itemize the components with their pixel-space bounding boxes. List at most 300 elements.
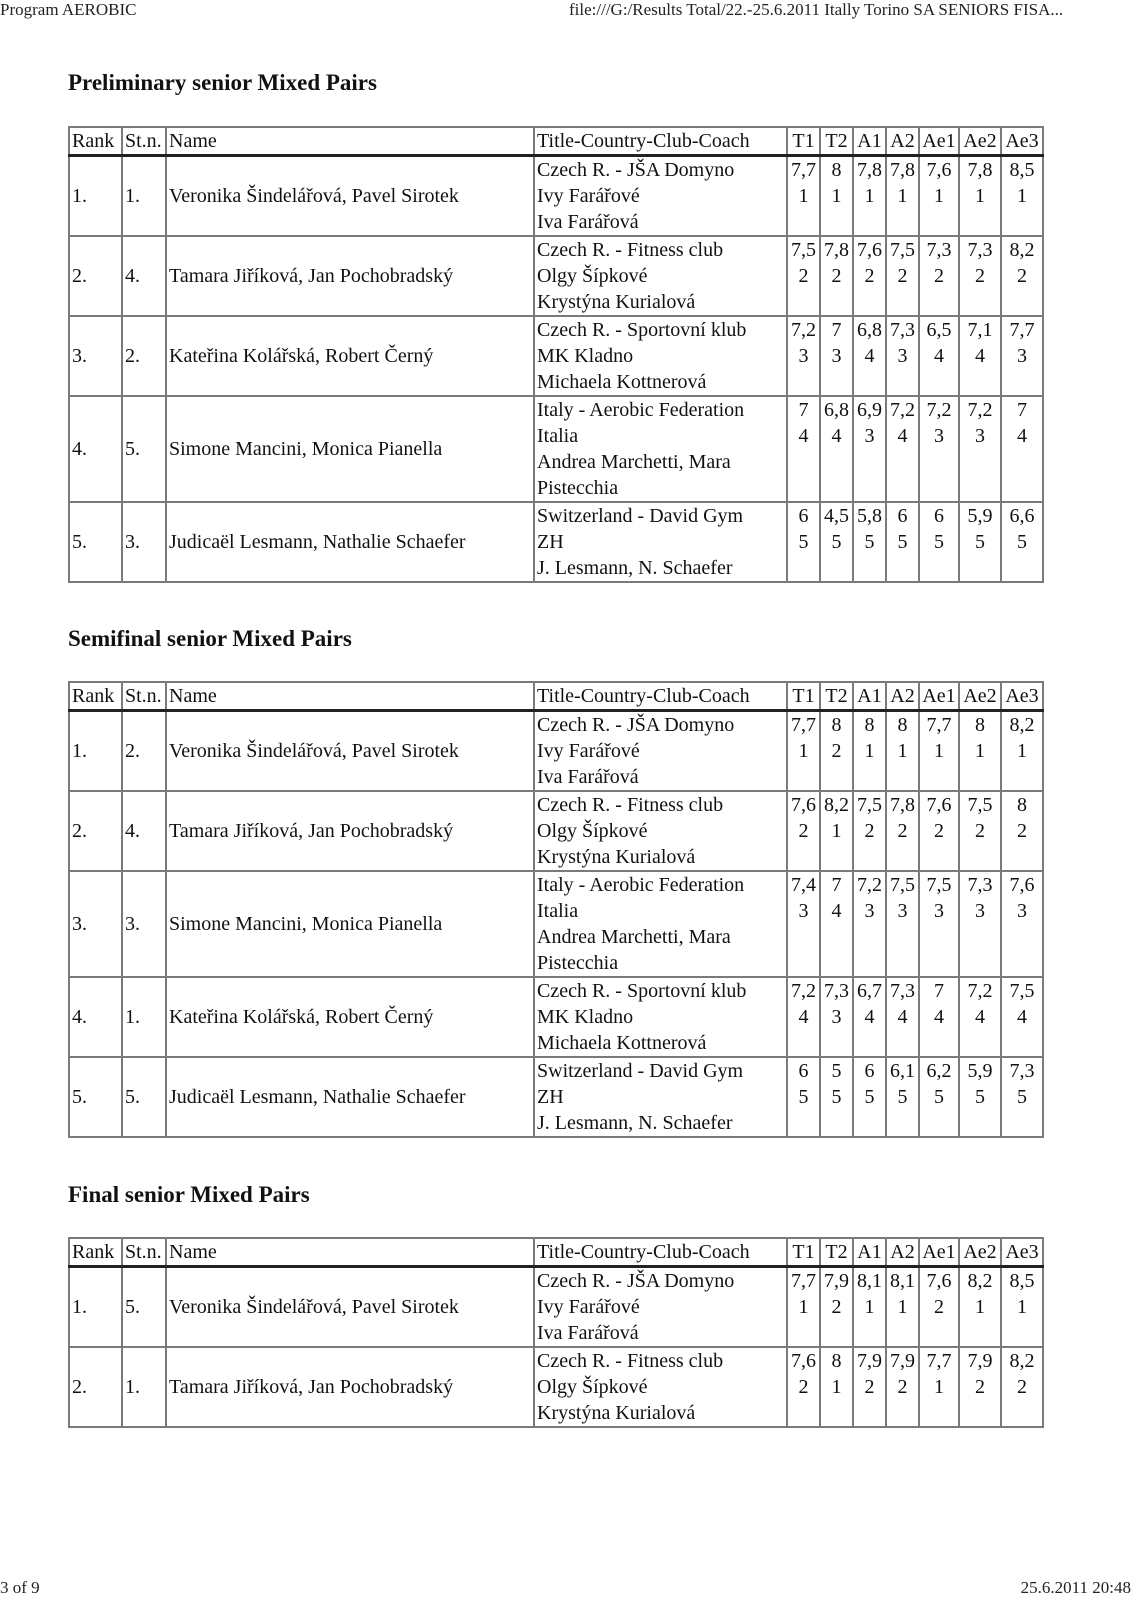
score-cell-ae2 [959,396,1001,502]
rank-cell: 1. [69,156,122,237]
start-number-cell: 1. [122,1347,166,1427]
coach-cell [534,1057,787,1137]
column-header-t1: T1 [787,1238,820,1267]
score-value: 7,7 [926,1350,952,1372]
coach-line: ZH [537,1086,564,1108]
coach-line: Switzerland - David Gym [537,1060,744,1082]
score-value: 7,8 [824,239,849,261]
rank-cell: 4. [69,977,122,1057]
score-value: 4,5 [824,505,849,527]
score-value: 6,1 [890,1060,915,1082]
score-value: 5 [831,1060,842,1082]
score-cell-t2 [820,156,853,237]
coach-line: Czech R. - Fitness club [537,239,724,261]
column-header-ae3: Ae3 [1001,127,1043,156]
coach-line: Czech R. - Fitness club [537,794,724,816]
score-placement: 2 [897,265,908,287]
coach-cell [534,502,787,582]
score-value: 7,5 [791,239,816,261]
score-cell-a2 [886,1057,919,1137]
score-placement: 5 [864,531,875,553]
score-placement: 3 [934,425,944,447]
score-placement: 1 [798,740,809,762]
score-value: 8,2 [1009,1350,1035,1372]
start-number-cell: 1. [122,977,166,1057]
score-placement: 4 [934,345,944,367]
table-row [69,711,1043,792]
column-header-ae1: Ae1 [919,1238,959,1267]
score-placement: 4 [864,345,875,367]
coach-line: Czech R. - JŠA Domyno [537,159,735,181]
coach-cell [534,711,787,792]
rank-cell: 5. [69,502,122,582]
rank-cell: 2. [69,1347,122,1427]
score-cell-t2 [820,711,853,792]
score-cell-ae3 [1001,316,1043,396]
score-value: 7,2 [791,980,816,1002]
table-row [69,1057,1043,1137]
score-value: 7,7 [791,714,816,736]
score-cell-ae2 [959,1347,1001,1427]
score-value: 7,6 [926,159,952,181]
score-placement: 2 [798,1376,809,1398]
score-placement: 1 [831,820,842,842]
score-value: 7,5 [967,794,993,816]
section-title-preliminary: Preliminary senior Mixed Pairs [68,70,377,95]
score-cell-a2 [886,156,919,237]
column-header-a2: A2 [886,1238,919,1267]
score-cell-t2 [820,396,853,502]
score-cell-ae3 [1001,396,1043,502]
column-header-start-number: St.n. [122,682,166,711]
score-value: 8 [975,714,985,736]
score-cell-ae2 [959,711,1001,792]
score-value: 7 [831,319,842,341]
coach-line: Ivy Farářové [537,1296,640,1318]
score-placement: 5 [798,531,809,553]
score-value: 8,1 [890,1270,915,1292]
score-cell-t1 [787,396,820,502]
score-placement: 2 [864,265,875,287]
coach-line: Michaela Kottnerová [537,371,707,393]
score-placement: 2 [934,265,944,287]
score-value: 6 [934,505,944,527]
score-cell-ae3 [1001,1347,1043,1427]
score-value: 8 [864,714,875,736]
score-value: 8,1 [857,1270,882,1292]
score-placement: 3 [897,345,908,367]
name-cell: Tamara Jiříková, Jan Pochobradský [166,791,534,871]
score-placement: 5 [934,1086,944,1108]
score-cell-a1 [853,396,886,502]
score-cell-ae2 [959,791,1001,871]
score-value: 7,2 [890,399,915,421]
score-placement: 2 [831,265,842,287]
score-value: 7,2 [926,399,952,421]
coach-line: Italy - Aerobic Federation [537,874,745,896]
start-number-cell: 2. [122,316,166,396]
table-row [69,1347,1043,1427]
score-cell-t1 [787,156,820,237]
coach-line: Czech R. - Sportovní klub [537,980,747,1002]
score-cell-t1 [787,1267,820,1348]
score-value: 5,9 [967,505,993,527]
score-value: 6,5 [926,319,952,341]
score-cell-ae2 [959,316,1001,396]
file-path: file:///G:/Results Total/22.-25.6.2011 Itally Torino SA SENIORS FISA... [569,0,1064,19]
score-placement: 2 [831,740,842,762]
score-placement: 5 [1017,1086,1027,1108]
score-cell-a2 [886,502,919,582]
score-placement: 3 [831,1006,842,1028]
score-cell-t1 [787,977,820,1057]
print-timestamp: 25.6.2011 20:48 [1020,1578,1131,1597]
score-placement: 4 [897,425,908,447]
score-placement: 3 [798,900,809,922]
score-cell-ae3 [1001,871,1043,977]
score-value: 7,8 [890,159,915,181]
score-value: 7,9 [857,1350,882,1372]
score-value: 7,8 [857,159,882,181]
score-cell-a1 [853,156,886,237]
column-header-name: Name [166,127,534,156]
coach-line: Czech R. - JŠA Domyno [537,714,735,736]
score-placement: 4 [864,1006,875,1028]
start-number-cell: 2. [122,711,166,792]
rank-cell: 1. [69,1267,122,1348]
score-cell-a2 [886,711,919,792]
score-cell-ae2 [959,871,1001,977]
coach-cell [534,316,787,396]
score-cell-ae1 [919,236,959,316]
score-placement: 2 [1017,265,1027,287]
score-cell-ae1 [919,396,959,502]
score-value: 7,3 [967,239,993,261]
score-value: 7,3 [890,980,915,1002]
score-cell-a1 [853,236,886,316]
coach-line: Pistecchia [537,477,619,499]
column-header-title-country-club-coach: Title-Country-Club-Coach [534,1238,787,1267]
name-cell: Judicaël Lesmann, Nathalie Schaefer [166,502,534,582]
score-placement: 1 [798,1296,809,1318]
score-placement: 5 [897,531,908,553]
score-cell-a2 [886,1267,919,1348]
score-value: 6,2 [926,1060,952,1082]
score-value: 6 [798,1060,809,1082]
score-cell-ae3 [1001,156,1043,237]
score-placement: 1 [1017,1296,1027,1318]
score-cell-ae1 [919,871,959,977]
rank-cell: 3. [69,871,122,977]
score-value: 7,8 [967,159,993,181]
score-cell-t2 [820,977,853,1057]
score-value: 8,5 [1009,159,1035,181]
score-value: 8 [1017,794,1027,816]
coach-line: Ivy Farářové [537,185,640,207]
score-cell-a2 [886,396,919,502]
score-value: 8,2 [967,1270,993,1292]
score-placement: 4 [975,1006,985,1028]
score-cell-a1 [853,316,886,396]
name-cell: Simone Mancini, Monica Pianella [166,871,534,977]
score-placement: 5 [798,1086,809,1108]
start-number-cell: 5. [122,396,166,502]
score-value: 7 [1017,399,1027,421]
score-value: 7,6 [791,794,816,816]
score-cell-ae1 [919,156,959,237]
score-cell-t2 [820,1347,853,1427]
score-placement: 3 [831,345,842,367]
column-header-ae1: Ae1 [919,682,959,711]
name-cell: Kateřina Kolářská, Robert Černý [166,977,534,1057]
table-row [69,156,1043,237]
score-cell-a2 [886,871,919,977]
score-value: 7 [831,874,842,896]
score-value: 8 [831,159,842,181]
score-placement: 2 [831,1296,842,1318]
score-cell-ae3 [1001,711,1043,792]
score-value: 7,3 [967,874,993,896]
score-cell-ae3 [1001,1267,1043,1348]
coach-cell [534,1347,787,1427]
rank-cell: 5. [69,1057,122,1137]
score-value: 7,3 [926,239,952,261]
score-cell-t1 [787,236,820,316]
column-header-a2: A2 [886,127,919,156]
score-cell-t2 [820,502,853,582]
start-number-cell: 1. [122,156,166,237]
score-placement: 2 [1017,1376,1027,1398]
score-placement: 5 [897,1086,908,1108]
score-cell-a1 [853,711,886,792]
score-cell-ae3 [1001,502,1043,582]
coach-line: Olgy Šípkové [537,265,648,287]
score-value: 7,6 [926,794,952,816]
score-cell-a1 [853,502,886,582]
score-value: 6,8 [857,319,882,341]
score-cell-t1 [787,871,820,977]
coach-line: ZH [537,531,564,553]
score-placement: 1 [864,740,875,762]
coach-line: Czech R. - Sportovní klub [537,319,747,341]
coach-cell [534,791,787,871]
results-table-preliminary [68,126,1044,583]
score-cell-t1 [787,1347,820,1427]
score-value: 7,5 [1009,980,1035,1002]
score-placement: 1 [864,185,875,207]
score-placement: 5 [975,1086,985,1108]
rank-cell: 4. [69,396,122,502]
coach-line: Czech R. - JŠA Domyno [537,1270,735,1292]
score-cell-ae1 [919,502,959,582]
coach-cell [534,396,787,502]
column-header-a1: A1 [853,682,886,711]
score-value: 6,8 [824,399,849,421]
score-placement: 4 [798,425,809,447]
coach-line: Olgy Šípkové [537,1376,648,1398]
column-header-ae3: Ae3 [1001,682,1043,711]
score-placement: 4 [798,1006,809,1028]
coach-line: Switzerland - David Gym [537,505,744,527]
score-value: 5,9 [967,1060,993,1082]
rank-cell: 2. [69,791,122,871]
coach-line: Krystýna Kurialová [537,291,696,313]
column-header-rank: Rank [69,1238,122,1267]
column-header-start-number: St.n. [122,127,166,156]
score-value: 7,6 [857,239,882,261]
score-placement: 1 [934,740,944,762]
section-title-final: Final senior Mixed Pairs [68,1182,310,1207]
name-cell: Kateřina Kolářská, Robert Černý [166,316,534,396]
table-row [69,236,1043,316]
start-number-cell: 4. [122,791,166,871]
score-placement: 3 [864,425,875,447]
score-cell-ae2 [959,502,1001,582]
score-value: 6 [897,505,908,527]
table-row [69,791,1043,871]
score-placement: 3 [897,900,908,922]
score-value: 7,4 [791,874,816,896]
score-value: 7,7 [791,1270,816,1292]
score-value: 8 [897,714,908,736]
coach-line: MK Kladno [537,345,634,367]
score-value: 6 [798,505,809,527]
score-value: 7,8 [890,794,915,816]
score-value: 8,2 [1009,239,1035,261]
score-value: 8,5 [1009,1270,1035,1292]
rank-cell: 2. [69,236,122,316]
score-value: 7,6 [1009,874,1035,896]
table-header-row [69,127,1043,156]
score-placement: 1 [975,185,985,207]
score-cell-t2 [820,791,853,871]
score-placement: 1 [934,185,944,207]
score-cell-ae1 [919,316,959,396]
start-number-cell: 5. [122,1267,166,1348]
score-cell-ae2 [959,1057,1001,1137]
score-value: 8 [831,714,842,736]
name-cell: Simone Mancini, Monica Pianella [166,396,534,502]
score-placement: 1 [1017,740,1027,762]
score-value: 7,2 [857,874,882,896]
score-placement: 5 [864,1086,875,1108]
score-cell-a1 [853,1057,886,1137]
coach-line: Iva Farářová [537,211,639,233]
score-placement: 5 [1017,531,1027,553]
score-placement: 4 [975,345,985,367]
score-cell-t1 [787,1057,820,1137]
score-placement: 2 [934,820,944,842]
column-header-ae3: Ae3 [1001,1238,1043,1267]
score-placement: 5 [831,1086,842,1108]
column-header-ae2: Ae2 [959,682,1001,711]
score-placement: 4 [1017,1006,1027,1028]
column-header-a1: A1 [853,1238,886,1267]
score-cell-a1 [853,1267,886,1348]
start-number-cell: 4. [122,236,166,316]
name-cell: Tamara Jiříková, Jan Pochobradský [166,236,534,316]
score-cell-ae1 [919,711,959,792]
score-placement: 4 [831,900,842,922]
column-header-a1: A1 [853,127,886,156]
coach-line: Pistecchia [537,952,619,974]
coach-line: J. Lesmann, N. Schaefer [537,557,733,579]
table-header-row [69,682,1043,711]
coach-line: MK Kladno [537,1006,634,1028]
table-row [69,977,1043,1057]
score-cell-a1 [853,791,886,871]
score-value: 7,3 [824,980,849,1002]
score-cell-ae3 [1001,977,1043,1057]
score-cell-ae2 [959,156,1001,237]
table-row [69,871,1043,977]
score-value: 7,6 [791,1350,816,1372]
column-header-t1: T1 [787,127,820,156]
name-cell: Judicaël Lesmann, Nathalie Schaefer [166,1057,534,1137]
score-cell-a1 [853,977,886,1057]
column-header-ae2: Ae2 [959,127,1001,156]
coach-cell [534,236,787,316]
score-placement: 2 [934,1296,944,1318]
column-header-a2: A2 [886,682,919,711]
score-value: 7,9 [890,1350,915,1372]
score-placement: 5 [831,531,842,553]
document-title: Program AEROBIC [0,0,137,19]
column-header-t2: T2 [820,127,853,156]
score-placement: 2 [975,1376,985,1398]
score-cell-ae2 [959,236,1001,316]
coach-line: Krystýna Kurialová [537,846,696,868]
score-placement: 2 [897,820,908,842]
score-placement: 3 [934,900,944,922]
score-placement: 4 [1017,425,1027,447]
score-cell-t1 [787,316,820,396]
score-value: 6 [864,1060,875,1082]
score-placement: 2 [975,265,985,287]
column-header-rank: Rank [69,127,122,156]
score-cell-ae3 [1001,1057,1043,1137]
score-value: 7,2 [967,399,993,421]
coach-line: Andrea Marchetti, Mara [537,926,731,948]
name-cell: Veronika Šindelářová, Pavel Sirotek [166,156,534,237]
score-value: 5,8 [857,505,882,527]
coach-line: Michaela Kottnerová [537,1032,707,1054]
table-row [69,316,1043,396]
score-placement: 1 [831,185,842,207]
score-placement: 1 [831,1376,842,1398]
score-cell-ae1 [919,977,959,1057]
score-cell-ae2 [959,977,1001,1057]
column-header-start-number: St.n. [122,1238,166,1267]
score-cell-t2 [820,316,853,396]
table-header-row [69,1238,1043,1267]
results-table-final [68,1237,1044,1428]
score-cell-t1 [787,711,820,792]
coach-line: Iva Farářová [537,766,639,788]
score-cell-ae3 [1001,236,1043,316]
score-cell-t2 [820,1057,853,1137]
rank-cell: 3. [69,316,122,396]
start-number-cell: 3. [122,871,166,977]
coach-cell [534,1267,787,1348]
score-value: 7,5 [890,239,915,261]
score-value: 7,2 [967,980,993,1002]
coach-cell [534,156,787,237]
score-value: 7,6 [926,1270,952,1292]
score-cell-ae3 [1001,791,1043,871]
score-placement: 1 [798,185,809,207]
coach-line: Italy - Aerobic Federation [537,399,745,421]
